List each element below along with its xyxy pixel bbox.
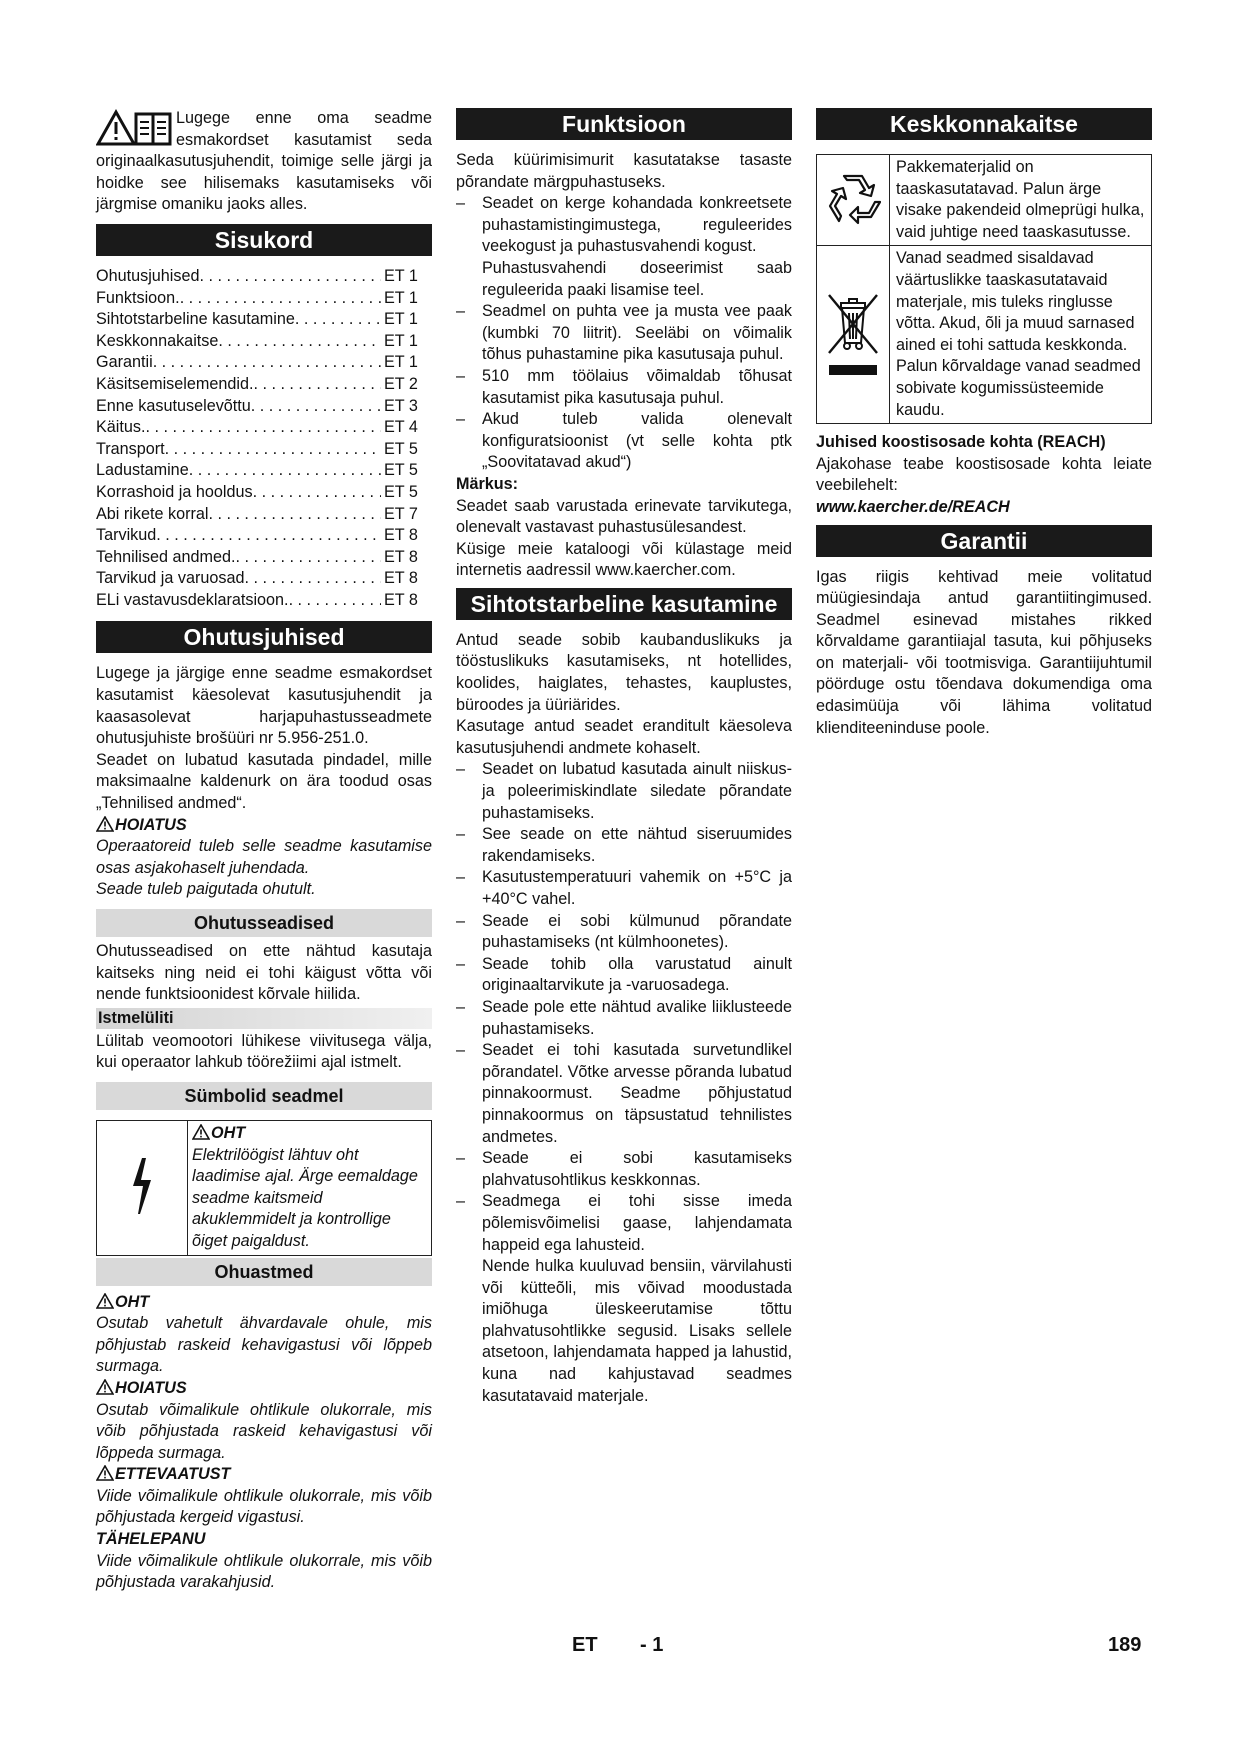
environment-heading: Keskkonnakaitse xyxy=(816,108,1152,140)
list-item xyxy=(456,366,792,409)
toc-item-title: Käsitsemiselemendid. xyxy=(96,374,254,393)
function-list xyxy=(456,193,792,474)
list-item-text: Seade ei sobi kasutamiseks plahvatusohtlikus keskkonnas. xyxy=(482,1149,792,1189)
list-item xyxy=(456,1191,792,1407)
hazard-levels-heading: Ohuastmed xyxy=(96,1258,432,1286)
toc-item-dots xyxy=(218,331,381,353)
toc-item[interactable] xyxy=(96,547,432,569)
hazard-level-label-row xyxy=(96,1464,432,1486)
intended-use-p1: Antud seade sobib kaubanduslikuks ja tööstuslikuks kasutamiseks, nt hotellides, koolides, haiglates, tehastes, kauplustes, büroodes ja üüriärides. xyxy=(456,630,792,714)
toc-item-page: ET 5 xyxy=(384,439,418,458)
list-item-text: Akud tuleb valida olenevalt konfiguratsioonist (vt selle kohta ptk „Soovitatavad akud“) xyxy=(482,410,792,472)
toc-item-title: Abi rikete korral xyxy=(96,504,209,523)
column-middle xyxy=(456,108,792,1407)
toc-item[interactable] xyxy=(96,525,432,547)
seat-switch-heading: Istmelüliti xyxy=(96,1008,432,1029)
toc-item-dots xyxy=(289,590,381,612)
toc-item-dots xyxy=(253,374,381,396)
list-item-text: Seadet on kerge kohandada konkreetsete puhastamistingimustega, reguleerides veekogust ja puhastusvahendi kogust. xyxy=(482,194,792,256)
seat-switch-text: Lülitab veomootori lühikese viivitusega välja, kui operaator lahkub töörežiimi ajal istmelt. xyxy=(96,1031,432,1072)
warning-triangle-icon xyxy=(96,816,114,832)
warning-and-manual-icon xyxy=(96,108,172,148)
list-item xyxy=(456,1040,792,1148)
toc-item-title: Keskkonnakaitse xyxy=(96,331,219,350)
toc-item-dots xyxy=(153,352,381,374)
lightning-bolt-icon xyxy=(129,1156,155,1220)
list-item xyxy=(456,867,792,910)
toc-item-dots xyxy=(165,439,381,461)
weee-icon-cell xyxy=(817,246,890,423)
toc-item[interactable] xyxy=(96,460,432,482)
column-right xyxy=(816,108,1152,739)
safety-p1: Lugege ja järgige enne seadme esmakordset kasutamist käesolevat kasutusjuhendit ja kaasasolevat harjapuhastusseadmete ohutusjuhiste brošüüri nr 5.956-251.0. xyxy=(96,664,432,748)
list-item xyxy=(456,954,792,997)
symbols-heading: Sümbolid seadmel xyxy=(96,1082,432,1110)
list-item-subtext: Puhastusvahendi doseerimist saab reguleerida paaki lisamise teel. xyxy=(482,258,792,299)
toc-item-title: Korrashoid ja hooldus xyxy=(96,482,253,501)
toc-item-page: ET 8 xyxy=(384,547,418,566)
list-item xyxy=(456,759,792,824)
hazard-level-label-row xyxy=(96,1529,432,1551)
toc-item-dots xyxy=(200,266,382,288)
toc-item-dots xyxy=(146,417,382,439)
intro-block xyxy=(96,108,432,216)
intended-use-p2: Kasutage antud seadet eranditult käesoleva kasutusjuhendi andmete kohaselt. xyxy=(456,717,792,757)
hazard-level-text: Viide võimalikule ohtlikule olukorrale, mis võib põhjustada varakahjusid. xyxy=(96,1551,432,1592)
hazard-level-label: TÄHELEPANU xyxy=(96,1530,206,1549)
list-item-text: Seadet on lubatud kasutada ainult niiskus- ja poleerimiskindlate siledate põrandate puhastamiseks. xyxy=(482,760,792,822)
safety-devices-text: Ohutusseadised on ette nähtud kasutaja kaitseks ning neid ei tohi käigust võtta või nende funktsioonidest kõrvale hiilida. xyxy=(96,942,432,1004)
toc-item-title: Funktsioon. xyxy=(96,288,180,307)
toc-item-title: Garantii xyxy=(96,353,153,372)
symbol-text-cell xyxy=(188,1121,431,1255)
environment-recycling-text: Pakkematerjalid on taaskasutatavad. Palun ärge visake pakendeid olmeprügi hulka, vaid juhtige need taaskasutusse. xyxy=(896,158,1145,241)
list-item xyxy=(456,824,792,867)
toc-item-dots xyxy=(295,309,381,331)
toc-item[interactable] xyxy=(96,504,432,526)
hazard-level-label-row xyxy=(96,1292,432,1314)
recycling-icon xyxy=(825,172,881,228)
safety-warning-label-row xyxy=(96,815,432,837)
toc-item[interactable] xyxy=(96,331,432,353)
list-item xyxy=(456,301,792,366)
toc-item-page: ET 3 xyxy=(384,396,418,415)
safety-p2: Seadet on lubatud kasutada pindadel, mille maksimaalne kaldenurk on ära toodud osas „Tehnilised andmed“. xyxy=(96,750,432,813)
toc-item-title: ELi vastavusdeklaratsioon. xyxy=(96,590,289,609)
warning-triangle-icon xyxy=(96,1465,114,1481)
function-heading: Funktsioon xyxy=(456,108,792,140)
toc-item-dots xyxy=(244,568,381,590)
toc-item[interactable] xyxy=(96,266,432,288)
toc-item[interactable] xyxy=(96,374,432,396)
safety-warning-text-1: Operaatoreid tuleb selle seadme kasutamise osas asjakohaselt juhendada. xyxy=(96,837,432,877)
toc-item-title: Ladustamine xyxy=(96,461,189,480)
warning-triangle-icon xyxy=(96,1379,114,1395)
warranty-heading: Garantii xyxy=(816,525,1152,557)
symbol-label: OHT xyxy=(211,1123,246,1142)
toc-item-dots xyxy=(189,460,381,482)
toc-item[interactable] xyxy=(96,352,432,374)
hazard-level-text: Osutab vahetult ähvardavale ohule, mis põhjustab raskeid kehavigastusi või lõppeb surmaga. xyxy=(96,1314,432,1376)
toc-item-title: Enne kasutuselevõttu xyxy=(96,396,251,415)
toc-item[interactable] xyxy=(96,568,432,590)
toc-item-page: ET 7 xyxy=(384,504,418,523)
toc-item-dots xyxy=(208,504,381,526)
intro-text: Lugege enne oma seadme esmakordset kasutamist seda originaalkasutusjuhendit, toimige selle järgi ja hoidke see hilisemaks kasutamiseks või järgmise omaniku jaoks alles. xyxy=(96,109,432,214)
hazard-level-label: HOIATUS xyxy=(115,1378,187,1397)
toc-item-page: ET 2 xyxy=(384,374,418,393)
environment-row-recycling xyxy=(817,155,1151,245)
environment-table xyxy=(816,154,1152,424)
footer-language: ET xyxy=(572,1634,598,1656)
list-item xyxy=(456,911,792,954)
symbol-text: Elektrilöögist lähtuv oht laadimise ajal. Ärge eemaldage seadme kaitsmeid akuklemmidelt ja kontrollige õiget paigaldust. xyxy=(192,1145,418,1250)
list-item-text: Seadmel on puhta vee ja musta vee paak (kumbki 70 liitrit). Seeläbi on võimalik tõhus puhastamine pika kasutusaja puhul. xyxy=(482,302,792,364)
function-note-label: Märkus: xyxy=(456,474,519,493)
symbol-table xyxy=(96,1120,432,1256)
symbol-cell xyxy=(97,1121,188,1255)
toc-item-page: ET 1 xyxy=(384,266,418,285)
toc-item-dots xyxy=(156,525,381,547)
function-note-p1: Seadet saab varustada erinevate tarvikutega, olenevalt vastavast puhastusülesandest. xyxy=(456,496,792,537)
list-item-text: Seadet ei tohi kasutada survetundlikel põrandatel. Võtke arvesse põranda lubatud pinnakoormust. Seadme põhjustatud pinnakoormus on täpsustatud tehnilistes andmetes. xyxy=(482,1041,792,1146)
toc-item-page: ET 8 xyxy=(384,590,418,609)
list-item xyxy=(456,409,792,474)
toc-item-dots xyxy=(235,547,381,569)
hazard-level-text: Osutab võimalikule ohtlikule olukorrale, mis võib põhjustada raskeid kehavigastusi või lõppeda surmaga. xyxy=(96,1400,432,1462)
intended-use-list xyxy=(456,759,792,1407)
toc-item[interactable] xyxy=(96,439,432,461)
environment-weee-text: Vanad seadmed sisaldavad väärtuslikke taaskasutatavaid materjale, mis tuleks ringlusse võtta. Akud, õli ja muud sarnased ained ei tohi sattuda keskkonda. Palun kõrvaldage vanad seadmed sobivate kogumissüsteemide kaudu. xyxy=(896,249,1141,419)
column-left xyxy=(96,108,432,1594)
toc-item-dots xyxy=(251,396,381,418)
toc-heading: Sisukord xyxy=(96,224,432,256)
list-item-text: Seade pole ette nähtud avalike liiklusteede puhastamiseks. xyxy=(482,997,792,1038)
toc-item[interactable] xyxy=(96,396,432,418)
toc-item-title: Transport xyxy=(96,439,165,458)
function-p1: Seda küürimisimurit kasutatakse tasaste põrandate märgpuhastuseks. xyxy=(456,151,792,191)
intended-use-heading: Sihtotstarbeline kasutamine xyxy=(456,588,792,620)
toc-item-dots xyxy=(253,482,381,504)
toc-item-title: Tehnilised andmed. xyxy=(96,547,236,566)
toc-item[interactable] xyxy=(96,309,432,331)
toc-item[interactable] xyxy=(96,590,432,612)
safety-warning-text-2: Seade tuleb paigutada ohutult. xyxy=(96,880,316,899)
list-item-text: Seade tohib olla varustatud ainult originaaltarvikute ja -varuosadega. xyxy=(482,954,792,995)
hazard-level-label: OHT xyxy=(115,1292,150,1311)
toc-item-dots xyxy=(180,288,381,310)
list-item-text: Kasutustemperatuuri vahemik on +5°C ja +40°C vahel. xyxy=(482,868,792,908)
list-item-text: Seade ei sobi külmunud põrandate puhastamiseks (nt külmhoonetes). xyxy=(482,911,792,952)
hazard-level-text: Viide võimalikule ohtlikule olukorrale, mis võib põhjustada kergeid vigastusi. xyxy=(96,1486,432,1527)
footer-page-number: 189 xyxy=(1108,1634,1142,1656)
list-item-text: Seadmega ei tohi sisse imeda põlemisvõimelisi gaase, lahjendamata happeid ega lahusteid. xyxy=(482,1192,792,1254)
toc-list xyxy=(96,266,432,612)
toc-item-page: ET 1 xyxy=(384,310,418,329)
warning-triangle-icon xyxy=(96,1293,114,1309)
toc-item-page: ET 1 xyxy=(384,288,418,307)
toc-item-page: ET 1 xyxy=(384,331,418,350)
reach-link[interactable]: www.kaercher.de/REACH xyxy=(816,497,1010,516)
toc-item-title: Ohutusjuhised xyxy=(96,266,200,285)
crossed-bin-icon xyxy=(823,285,883,385)
environment-row-weee xyxy=(817,245,1151,423)
list-item xyxy=(456,997,792,1040)
warning-triangle-icon xyxy=(192,1124,210,1140)
footer-local-page: - 1 xyxy=(640,1634,664,1656)
warranty-text: Igas riigis kehtivad meie volitatud müügiesindaja antud garantiitingimused. Seadmel esinevad mistahes rikked kõrvaldame garantiiajal tasuta, kui põhjuseks on materjali- või tootmisviga. Garantiijuhtumil pöörduge ostu tõendava dokumendiga oma edasimüüja või lähima volitatud klienditeeninduse poole. xyxy=(816,567,1152,737)
toc-item-title: Sihtotstarbeline kasutamine xyxy=(96,310,295,329)
hazard-level-label-row xyxy=(96,1378,432,1400)
toc-item-page: ET 5 xyxy=(384,482,418,501)
list-item-subtext: Nende hulka kuuluvad bensiin, värvilahusti või kütteõli, mis võivad moodustada imiõhuga üleskeerutamise tõttu plahvatusohtlikke segusid. Lisaks sellele atsetoon, lahjendamata happed ja lahustid, kuna nad kahjustavad seadmes kasutatavaid materjale. xyxy=(482,1257,792,1405)
toc-item[interactable] xyxy=(96,288,432,310)
safety-devices-heading: Ohutusseadised xyxy=(96,909,432,937)
reach-heading: Juhised koostisosade kohta (REACH) xyxy=(816,433,1106,452)
toc-item-page: ET 5 xyxy=(384,461,418,480)
toc-item[interactable] xyxy=(96,417,432,439)
safety-heading: Ohutusjuhised xyxy=(96,621,432,653)
recycling-icon-cell xyxy=(817,155,890,245)
toc-item-page: ET 8 xyxy=(384,569,418,588)
toc-item-title: Tarvikud xyxy=(96,526,157,545)
function-note-p2: Küsige meie kataloogi või külastage meid internetis aadressil www.kaercher.com. xyxy=(456,539,792,580)
list-item-text: See seade on ette nähtud siseruumides rakendamiseks. xyxy=(482,825,792,865)
hazard-levels xyxy=(96,1292,432,1594)
safety-warning-label: HOIATUS xyxy=(115,815,187,834)
toc-item-title: Käitus. xyxy=(96,418,146,437)
toc-item-page: ET 4 xyxy=(384,418,418,437)
list-item xyxy=(456,1148,792,1191)
toc-item-title: Tarvikud ja varuosad xyxy=(96,569,245,588)
list-item-text: 510 mm töölaius võimaldab tõhusat kasutamist pika kasutusaja puhul. xyxy=(482,366,792,407)
list-item xyxy=(456,193,792,301)
reach-text: Ajakohase teabe koostisosade kohta leiate veebilehelt: xyxy=(816,454,1152,495)
toc-item-page: ET 1 xyxy=(384,353,418,372)
toc-item[interactable] xyxy=(96,482,432,504)
hazard-level-label: ETTEVAATUST xyxy=(115,1465,231,1484)
toc-item-page: ET 8 xyxy=(384,526,418,545)
